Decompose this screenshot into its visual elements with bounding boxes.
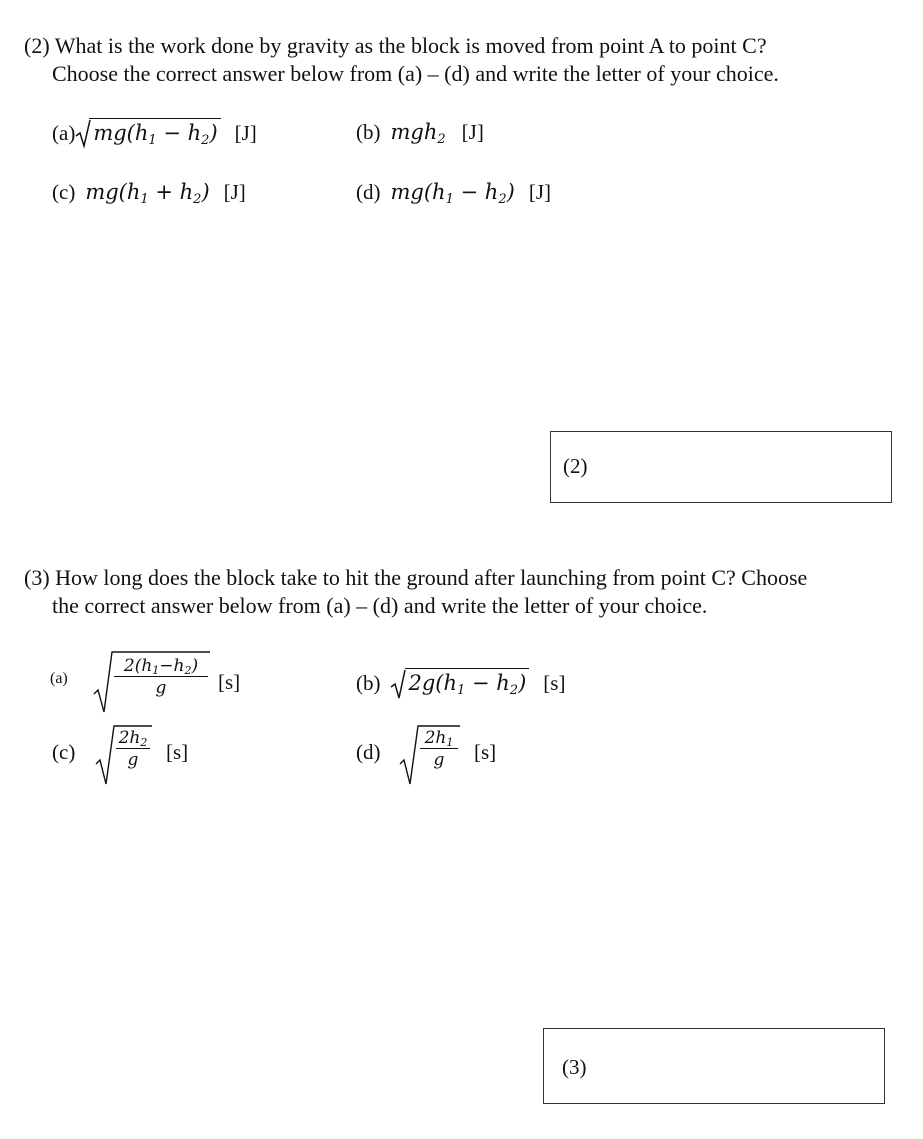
radical-sign	[92, 650, 112, 712]
option-label: (b)	[356, 671, 381, 695]
q2-option-d	[356, 180, 551, 205]
q3-option-c-label: (c)	[52, 740, 76, 764]
expression: mgh$_2$	[390, 120, 446, 147]
q3-option-d	[398, 722, 464, 784]
sqrt-expression: $2g(h_1 - h_2)$	[405, 668, 530, 695]
option-label: (d)	[356, 180, 381, 204]
option-label: (c)	[52, 180, 76, 204]
fraction: $\frac{2h_2}{g}$	[116, 728, 150, 771]
option-label: (a)	[52, 121, 76, 145]
expression: $mg(h_1 + h_2)$	[85, 180, 210, 207]
radical-sign	[76, 120, 90, 148]
q3-answer-box[interactable]	[543, 1028, 885, 1104]
q2-prompt-line2: Choose the correct answer below from (a) – (d) and write the letter of your choice.	[52, 61, 779, 86]
answer-box-label: (2)	[563, 454, 588, 478]
q3-option-a-label: (a)	[50, 670, 68, 687]
q3-option-c	[94, 722, 156, 784]
unit: [J]	[528, 180, 551, 204]
q3-option-d-label: (d)	[356, 740, 381, 764]
q3-option-a	[92, 650, 222, 712]
option-label: (b)	[356, 120, 381, 144]
q3-option-b	[356, 668, 565, 696]
q2-option-c	[52, 180, 246, 205]
unit: [s]	[543, 671, 566, 695]
expression: $mg(h_1 - h_2)$	[390, 180, 515, 207]
unit: [s]	[474, 740, 497, 764]
unit: [J]	[223, 180, 246, 204]
q2-option-a	[52, 118, 257, 146]
radical-sign	[391, 670, 405, 700]
q2-answer-box[interactable]	[550, 431, 892, 503]
q2-option-b	[356, 120, 484, 145]
q3-prompt-line1: (3) How long does the block take to hit the ground after launching from point C? Choose	[24, 565, 808, 590]
radical-sign	[94, 722, 114, 784]
answer-box-label: (3)	[562, 1055, 587, 1079]
unit: [s]	[166, 740, 189, 764]
q2-prompt-line1: (2) What is the work done by gravity as the block is moved from point A to point C?	[24, 33, 767, 58]
fraction: $\frac{2h_1}{g}$	[420, 728, 458, 771]
q3-prompt-line2: the correct answer below from (a) – (d) and write the letter of your choice.	[52, 593, 708, 618]
sqrt-expression: $mg(h_1 - h_2)$	[89, 118, 220, 145]
radical-sign	[398, 722, 418, 784]
unit: [J]	[461, 120, 484, 144]
fraction: $\frac{2(h_1-h_2)}{g}$	[114, 656, 208, 699]
unit: [J]	[234, 121, 257, 145]
unit: [s]	[218, 670, 241, 694]
